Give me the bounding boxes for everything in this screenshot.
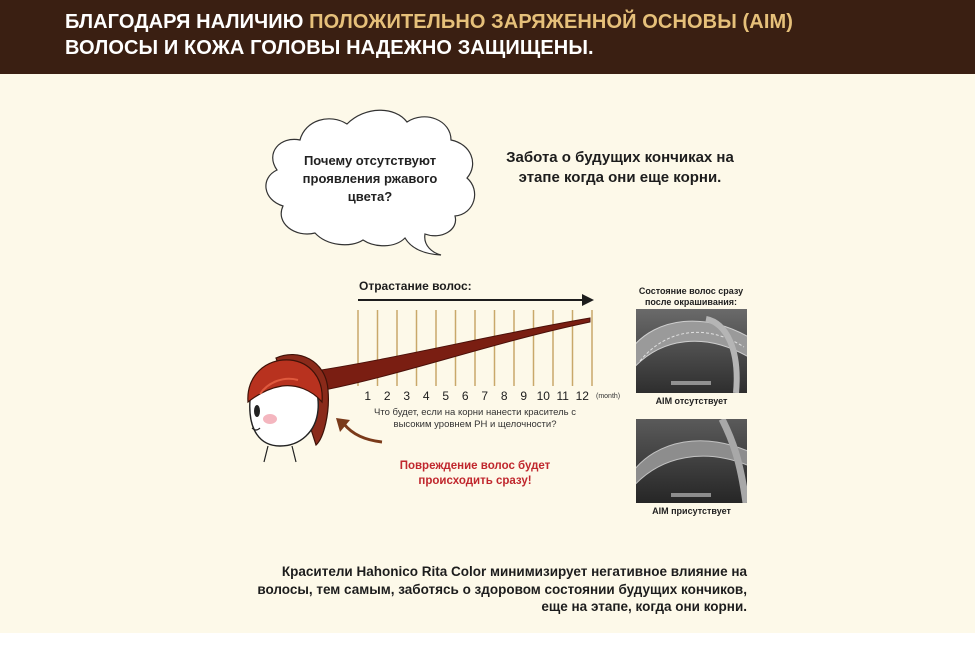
month-tick-label: 3 <box>403 389 411 403</box>
header-line-2: ВОЛОСЫ И КОЖА ГОЛОВЫ НАДЕЖНО ЗАЩИЩЕНЫ. <box>65 37 594 59</box>
month-tick-label: 5 <box>442 389 450 403</box>
microscopy-title: Состояние волос сразу после окрашивания: <box>638 286 744 307</box>
header-banner <box>0 0 975 74</box>
microscopy-photo-aim-absent <box>636 309 747 393</box>
damage-warning: Повреждение волос будет происходить сразу! <box>399 460 551 487</box>
month-tick-label: 7 <box>481 389 489 403</box>
header-highlight: ПОЛОЖИТЕЛЬНО ЗАРЯЖЕННОЙ ОСНОВЫ (AIM) <box>309 11 794 33</box>
head-illustration <box>238 350 338 465</box>
conclusion-text: Красители Hahonico Rita Color минимизирует негативное влияние на волосы, тем самым, заботясь о здоровом состоянии будущих кончиков, еще на этапе, когда они корни. <box>257 564 747 614</box>
month-tick-label: 2 <box>383 389 391 403</box>
caption-aim-present: AIM присутствует <box>652 506 731 516</box>
bottom-strip <box>0 633 975 647</box>
header-line-1-prefix: БЛАГОДАРЯ НАЛИЧИЮ <box>65 11 310 33</box>
month-tick-label: 9 <box>520 389 528 403</box>
month-tick-label: 10 <box>536 389 550 403</box>
caption-aim-absent: AIM отсутствует <box>655 396 728 406</box>
care-title: Забота о будущих кончиках на этапе когда они еще корни. <box>506 149 734 186</box>
month-tick-label: 6 <box>461 389 469 403</box>
growth-arrow-head <box>582 294 594 306</box>
month-tick-label: 4 <box>422 389 430 403</box>
growth-label: Отрастание волос: <box>359 279 472 293</box>
month-tick-label: 1 <box>364 389 372 403</box>
microscopy-photo-aim-present <box>636 419 747 503</box>
month-tick-label: 8 <box>500 389 508 403</box>
month-tick-label: 11 <box>556 389 569 403</box>
month-tick-label: 12 <box>575 389 589 403</box>
bubble-question: Почему отсутствуют проявления ржавого цвета? <box>302 153 438 204</box>
hair-strand <box>300 310 600 400</box>
month-unit: (month) <box>596 393 621 400</box>
header-line-1 <box>65 11 793 34</box>
question-text: Что будет, если на корни нанести краситель с высоким уровнем PH и щелочности? <box>374 407 576 430</box>
